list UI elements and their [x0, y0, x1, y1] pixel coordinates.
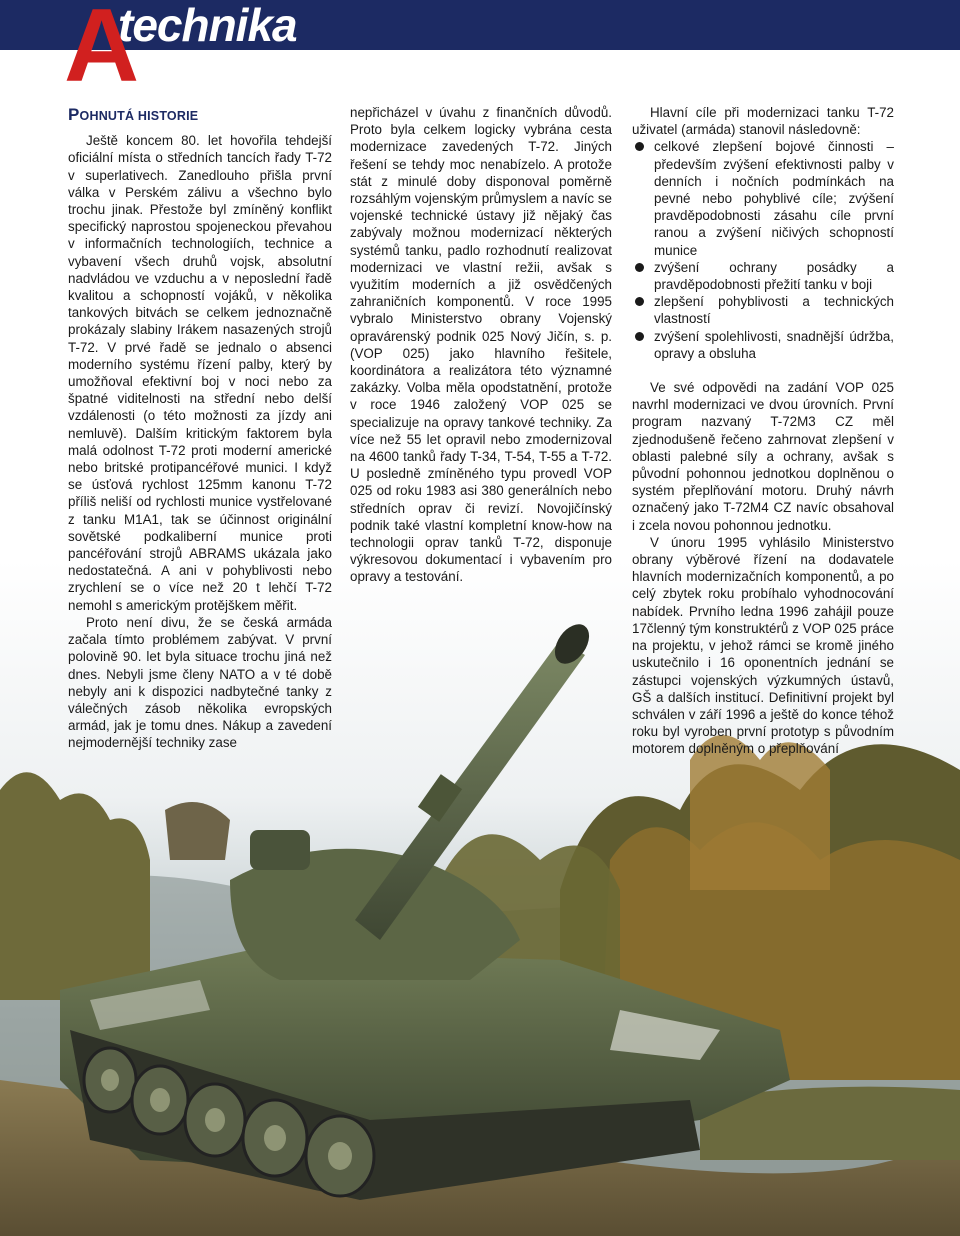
- list-item: zvýšení ochrany posádky a pravděpodobnosti přežití tanku v boji: [632, 259, 894, 293]
- list-item: zlepšení pohyblivosti a technických vlastností: [632, 293, 894, 327]
- section-heading-rest: OHNUTÁ HISTORIE: [79, 109, 199, 123]
- section-heading: [68, 106, 332, 125]
- article-paragraph: Hlavní cíle při modernizaci tanku T-72 uživatel (armáda) stanovil následovně:: [632, 105, 894, 138]
- list-item: celkové zlepšení bojové činnosti – především zvýšení efektivnosti palby v denních i nočních podmínkách na pevné nebo pohyblivé cíle; zvýšení pravděpodobnosti zásahu cíle první ranou a zvýšení ničivých schopností munice: [632, 138, 894, 258]
- section-heading-cap: P: [68, 105, 80, 124]
- magazine-logo-letter: A: [64, 0, 136, 104]
- article-paragraph: Proto není divu, že se česká armáda začala tímto problémem zabývat. V první polovině 90. let byla situace trochu jiná než dnes. Nebyli jsme členy NATO a v té době nebyly ani k dispozici nadbytečné tanky z válečných zásob několika evropských armád, jak je tomu dnes. Nákup a zavedení nejmodernější techniky zase: [68, 614, 332, 751]
- article-paragraph: Ve své odpovědi na zadání VOP 025 navrhl modernizaci ve dvou úrovních. První program nazvaný T-72M3 CZ měl zjednodušeně řečeno zahrnovat zlepšení v oblasti palebné síly a ochrany, avšak s původní pohonnou jednotkou doplněnou o systém přeplňování motoru. Druhý návrh označený jako T-72M4 CZ navíc obsahoval i zcela novou pohonnou jednotku.: [632, 380, 894, 533]
- article-column-2: [350, 104, 612, 586]
- magazine-logo-word: technika: [118, 0, 297, 51]
- article-paragraph: Ještě koncem 80. let hovořila tehdejší oficiální místa o středních tancích řady T-72 v superlativech. Zanedlouho přišla první válka v Perském zálivu a všechno bylo trochu jinak. Přestože byl zmíněný konflikt specifický naprostou spojeneckou převahou v informačních technologiích, technice a vybavení všech druhů vojsk, absolutní nadvládou ve vzduchu a v neposlední řadě kvalitou a schopností vojáků, v několika tankových bitvách se celkem jednoznačně prokázaly slabiny Irákem nasazených strojů T-72. V prvé řadě se jednalo o absenci moderního systému řízení palby, který by umožňoval efektivní boj v noci nebo za špatné viditelnosti na střední nebo delší vzdálenosti (o této možnosti za jízdy ani nemluvě). Dalším kritickým faktorem byla malá odolnost T-72 proti moderní americké nebo britské protipancéřové munici. I když se úsťová rychlost 125mm kanonu T-72 příliš neliší od rychlosti munice vystřelované z tanku M1A1, tak se účinnost originální sovětské podkaliberní munice proti pancéřování strojů ABRAMS ukázala jako nedostatečná. A ani v pohyblivosti nebo zrychlení se o více než 20 t lehčí T-72 nemohl s americkým protějškem měřit.: [68, 133, 332, 613]
- article-paragraph: V únoru 1995 vyhlásilo Ministerstvo obrany výběrové řízení na dodavatele hlavních modernizačních komponentů, a po celý zbytek roku probíhalo vyhodnocování nabídek. Prvního ledna 1996 zahájil pouze 17členný tým konstruktérů z VOP 025 práce na projektu, v jehož rámci se kromě jiného uskutečnilo i 16 oponentních jednání se zástupci vojenských výzkumných ústavů, GŠ a dalších institucí. Definitivní projekt byl schválen v září 1996 a ještě do konce téhož roku byl vyroben první prototyp s původním motorem doplněným o přeplňování: [632, 534, 894, 757]
- article-column-3: [632, 104, 894, 758]
- article-column-1: [68, 106, 332, 752]
- article-paragraph: nepřicházel v úvahu z finančních důvodů. Proto byla celkem logicky vybrána cesta modernizace zavedených T-72. Jiných řešení se tehdy moc nenabízelo. A protože stát z minulé doby disponoval poměrně rozsáhlým vojenským průmyslem a navíc se vojenské technické ústavy již nějaký čas zabývaly možnou modernizací některých systémů tanku, padlo rozhodnutí realizovat modernizaci ve vlastní režii, avšak s využitím moderních a již osvědčených zahraničních komponentů. V roce 1995 vybralo Ministerstvo obrany Vojenský opravárenský podnik 025 Nový Jičín, s. p. (VOP 025) jako hlavního řešitele, koordinátora a realizátora této významné zakázky. Volba měla opodstatnění, protože v roce 1946 založený VOP 025 se specializuje na opravy tankové techniky. Za více než 55 let opravil nebo zmodernizoval na 4600 tanků řady T-34, T-54, T-55 a T-72. U posledně zmíněného typu provedl VOP 025 od roku 1983 asi 380 generálních nebo středních oprav či revizí. Novojičínský podnik také vlastní kompletní know-how na technologii oprav tanků T-72, disponuje výkresovou dokumentací i vybavením pro opravy a testování.: [350, 105, 612, 585]
- goals-list: [632, 138, 894, 362]
- list-item: zvýšení spolehlivosti, snadnější údržba, opravy a obsluha: [632, 328, 894, 362]
